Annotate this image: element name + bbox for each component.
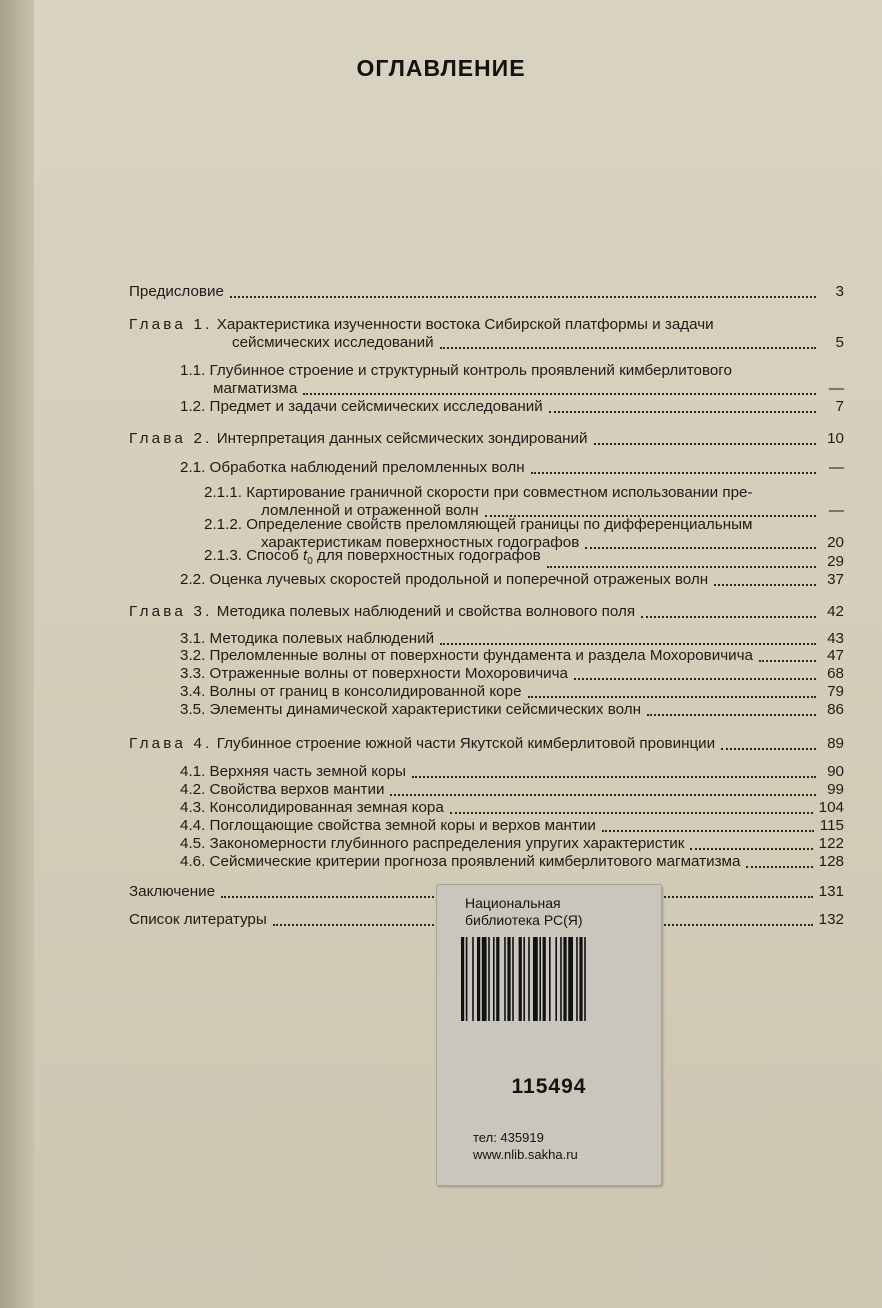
dot-leader [574, 677, 816, 680]
toc-section-3-5 [180, 701, 844, 719]
dot-leader [721, 747, 816, 750]
dot-leader [714, 583, 816, 586]
toc-page-number: 43 [827, 630, 844, 647]
section-title: 3.1. Методика полевых наблюдений [180, 630, 435, 647]
toc-page-number: 99 [827, 781, 844, 798]
dot-leader [594, 442, 816, 445]
section-title: 4.6. Сейсмические критерии прогноза проявлений кимберлитового магматизма [180, 853, 741, 870]
chapter-title: Методика полевых наблюдений и свойства волнового поля [216, 603, 636, 620]
subsection-title-cont: характеристикам поверхностных годографов [261, 534, 580, 551]
toc-subsection-2-1-1-line1: 2.1.1. Картирование граничной скорости при совместном использовании пре- [204, 484, 753, 501]
toc-chapter-1-line2 [232, 334, 844, 352]
dot-leader [440, 346, 816, 349]
section-title: 3.2. Преломленные волны от поверхности фундамента и раздела Мохоровичича [180, 647, 753, 664]
toc-page-number: 20 [827, 534, 844, 551]
section-title: 2.1. Обработка наблюдений преломленных волн [180, 459, 525, 476]
dot-leader [690, 847, 812, 850]
dot-leader [746, 865, 812, 868]
toc-section-1-2 [180, 398, 844, 416]
subsection-title: 2.1.3. Способ $t_0$ для поверхностных годографов [204, 547, 541, 568]
section-title: 2.2. Оценка лучевых скоростей продольной и поперечной отраженых волн [180, 571, 709, 588]
toc-page-number: 47 [827, 647, 844, 664]
section-title: 3.4. Волны от границ в консолидированной коре [180, 683, 522, 700]
toc-section-4-6 [180, 853, 844, 871]
section-title: 3.3. Отраженные волны от поверхности Мохоровичича [180, 665, 568, 682]
dot-leader [390, 793, 816, 796]
toc-page-number: 29 [827, 553, 844, 571]
toc-page-number: 7 [835, 398, 844, 415]
dot-leader [647, 713, 816, 716]
toc-section-3-3 [180, 665, 844, 683]
toc-entry-text: Заключение [129, 883, 216, 900]
toc-section-4-5 [180, 835, 844, 853]
dot-leader [440, 642, 816, 645]
dot-leader [641, 615, 816, 618]
dot-leader [450, 811, 813, 814]
toc-page-number: 115 [819, 817, 844, 834]
toc-section-3-4 [180, 683, 844, 701]
toc-page-number: 3 [835, 283, 844, 300]
library-phone: тел: 435919 [473, 1130, 544, 1145]
toc-page-number: 89 [827, 735, 844, 752]
toc-chapter-3 [129, 603, 844, 621]
subsection-title-cont: ломленной и отраженной волн [261, 502, 479, 519]
chapter-title: Глубинное строение южной части Якутской кимберлитовой провинции [216, 735, 716, 752]
toc-page-number: 86 [827, 701, 844, 718]
toc-page-number: 122 [818, 835, 844, 852]
dot-leader [412, 775, 816, 778]
library-website: www.nlib.sakha.ru [473, 1147, 578, 1162]
toc-page-number: 37 [827, 571, 844, 588]
toc-section-2-1 [180, 459, 844, 477]
toc-section-3-2 [180, 647, 844, 665]
toc-section-4-4 [180, 817, 844, 835]
toc-page-number: 42 [827, 603, 844, 620]
toc-section-4-3 [180, 799, 844, 817]
toc-chapter-2 [129, 430, 844, 448]
library-sticker [436, 884, 662, 1186]
toc-page-number: 5 [835, 334, 844, 351]
chapter-label: Глава 2. [129, 430, 213, 447]
section-title: 4.2. Свойства верхов мантии [180, 781, 385, 798]
toc-page-number: 10 [827, 430, 844, 447]
page-title: ОГЛАВЛЕНИЕ [356, 55, 526, 81]
toc-section-1-1-line1: 1.1. Глубинное строение и структурный контроль проявлений кимберлитового [180, 362, 732, 379]
toc-entry-text: Список литературы [129, 911, 267, 928]
toc-entry-preface [129, 283, 844, 301]
dot-leader [549, 410, 816, 413]
chapter-label: Глава 4. [129, 735, 213, 752]
chapter-label: Глава 3. [129, 603, 213, 620]
section-title: 3.5. Элементы динамической характеристики сейсмических волн [180, 701, 641, 718]
dot-leader [531, 471, 816, 474]
section-title: 4.5. Закономерности глубинного распределения упругих характеристик [180, 835, 685, 852]
section-title: 1.2. Предмет и задачи сейсмических исследований [180, 398, 543, 415]
toc-page-number: 79 [827, 683, 844, 700]
toc-page-number: 128 [818, 853, 844, 870]
library-name: Национальная библиотека РС(Я) [465, 895, 583, 928]
toc-section-1-1-line2 [213, 380, 844, 398]
toc-page-number: — [828, 459, 844, 476]
toc-page-number: 90 [827, 763, 844, 780]
barcode-number: 115494 [511, 1075, 587, 1098]
toc-subsection-2-1-2-line1: 2.1.2. Определение свойств преломляющей границы по дифференциальным [204, 516, 753, 533]
barcode-icon [461, 937, 629, 1021]
chapter-title: Характеристика изученности востока Сибирской платформы и задачи [216, 316, 714, 333]
library-contacts [473, 1129, 578, 1163]
chapter-title-cont: сейсмических исследований [232, 334, 434, 351]
toc-page-number: — [828, 502, 844, 519]
toc-page-number: 104 [818, 799, 844, 816]
toc-page-number: 131 [818, 883, 844, 900]
toc-page-number: 68 [827, 665, 844, 682]
chapter-title: Интерпретация данных сейсмических зондирований [216, 430, 588, 447]
section-title-cont: магматизма [213, 380, 298, 397]
toc-entry-text: Предисловие [129, 283, 224, 300]
dot-leader [602, 829, 814, 832]
toc-chapter-1-line1 [129, 316, 714, 334]
section-title: 4.4. Поглощающие свойства земной коры и верхов мантии [180, 817, 596, 834]
chapter-label: Глава 1. [129, 316, 213, 333]
section-title: 4.1. Верхняя часть земной коры [180, 763, 406, 780]
toc-page-number: — [828, 380, 844, 397]
toc-section-3-1 [180, 630, 844, 648]
dot-leader [528, 695, 816, 698]
dot-leader [230, 295, 816, 298]
toc-page-number: 132 [818, 911, 844, 928]
toc-chapter-4 [129, 735, 844, 753]
toc-section-4-1 [180, 763, 844, 781]
toc-section-2-2 [180, 571, 844, 589]
toc-subsection-2-1-3 [204, 547, 844, 571]
dot-leader [547, 565, 816, 568]
toc-section-4-2 [180, 781, 844, 799]
section-title: 4.3. Консолидированная земная кора [180, 799, 444, 816]
dot-leader [303, 392, 816, 395]
dot-leader [759, 659, 816, 662]
